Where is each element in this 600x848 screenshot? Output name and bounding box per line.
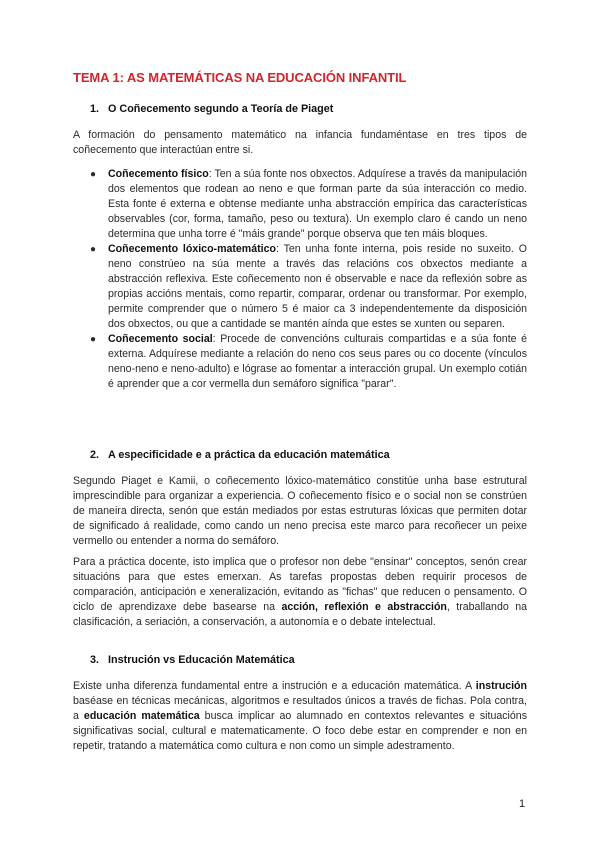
page-title: TEMA 1: AS MATEMÁTICAS NA EDUCACIÓN INFANTIL (73, 70, 407, 85)
list-item (73, 242, 527, 332)
section-1-heading (90, 103, 333, 115)
bullet-icon: ● (90, 334, 97, 345)
list-item-text: : Procede de convencións culturais compartidas e a súa fonte é externa. Adquírese mediante a relación do neno cos seus pares ou co docente (vínculos neno-neno e neno-adulto) e lógrase ao fomentar a interacción grupal. Un exemplo cotián é aprender que a cor vermella dun semáforo significa "parar". (108, 333, 527, 390)
list-item-text: : Ten unha fonte interna, pois reside no suxeito. O neno constrúeo na súa mente a través das relacións cos obxectos mediante a abstracción reflexiva. Este coñecemento non é observable e nace da reflexión sobre as propias accións mentais, como repartir, comparar, ordenar ou transformar. Por exemplo, permite comprender que o número 5 é maior ca 3 independentemente da disposición dos obxectos, ou que a cantidade se mantén aínda que estes se xunten ou separen. (108, 243, 527, 330)
section-3-title: Instrución vs Educación Matemática (108, 654, 295, 666)
page-number: 1 (519, 798, 526, 810)
list-item (73, 167, 527, 242)
bullet-icon: ● (90, 244, 97, 255)
paragraph-text: Para a práctica docente, isto implica que o profesor non debe "ensinar" conceptos, senón crear situacións para que estes emerxan. As tarefas propostas deben requirir procesos de comparación, anticipación e xeneralización, evitando as "fichas" que reducen o pensamento. O ciclo de aprendizaxe debe basearse na (73, 556, 527, 613)
section-2-paragraph-2 (73, 555, 527, 630)
paragraph-text: baséase en técnicas mecánicas, algoritmos e resultados únicos a través de fichas. Pola contra, a (73, 695, 527, 722)
paragraph-emphasis: instrución (475, 680, 527, 692)
paragraph-text: Existe unha diferenza fundamental entre a instrución e a educación matemática. A (73, 680, 476, 692)
section-3-paragraph (73, 679, 527, 754)
list-item-term: Coñecemento social (108, 333, 213, 345)
list-item-term: Coñecemento físico (108, 168, 209, 180)
section-1-number: 1. (90, 103, 100, 115)
list-item-term: Coñecemento lóxico-matemático (108, 243, 276, 255)
paragraph-text: busca implicar ao alumnado en contextos relevantes e situacións significativas social, cultural e matematicamente. O foco debe estar en comprender e non en repetir, tratando a matemática como cultura e non como un simple adestramento. (73, 710, 527, 752)
list-item-text: : Ten a súa fonte nos obxectos. Adquírese a través da manipulación dos elementos que rodean ao neno e que forman parte da súa interacción co medio. Esta fonte é externa e obtense mediante unha abstracción empírica das características observables (cor, forma, tamaño, peso ou textura). Un exemplo claro é cando un neno determina que unha torre é "máis grande" porque observa que ten máis bloques. (108, 168, 527, 240)
section-2-heading (90, 449, 390, 461)
section-2-number: 2. (90, 449, 100, 461)
bullet-icon: ● (90, 169, 97, 180)
section-3-number: 3. (90, 654, 100, 666)
section-2-title: A especificidade e a práctica da educación matemática (108, 449, 390, 461)
list-item (73, 332, 527, 392)
knowledge-types-list (73, 167, 527, 392)
section-3-heading (90, 654, 295, 666)
paragraph-text: , traballando na clasificación, a seriación, a conservación, a autonomía e o debate intelectual. (73, 601, 527, 628)
section-1-title: O Coñecemento segundo a Teoría de Piaget (108, 103, 334, 115)
section-1-intro: A formación do pensamento matemático na infancia fundaméntase en tres tipos de coñecemento que interactúan entre si. (73, 129, 527, 156)
paragraph-emphasis: acción, reflexión e abstracción (281, 601, 447, 613)
paragraph-emphasis: educación matemática (83, 710, 200, 722)
section-2-paragraph-1: Segundo Piaget e Kamii, o coñecemento lóxico-matemático constitúe unha base estrutural imprescindible para organizar a experiencia. O coñecemento físico e o social non se constrúen de maneira directa, senón que están mediados por estas estruturas lóxicas que permiten dotar de significado á realidade, como cando un neno precisa este marco para recoñecer un peixe vermello ou entender a norma do semáforo. (73, 475, 527, 547)
